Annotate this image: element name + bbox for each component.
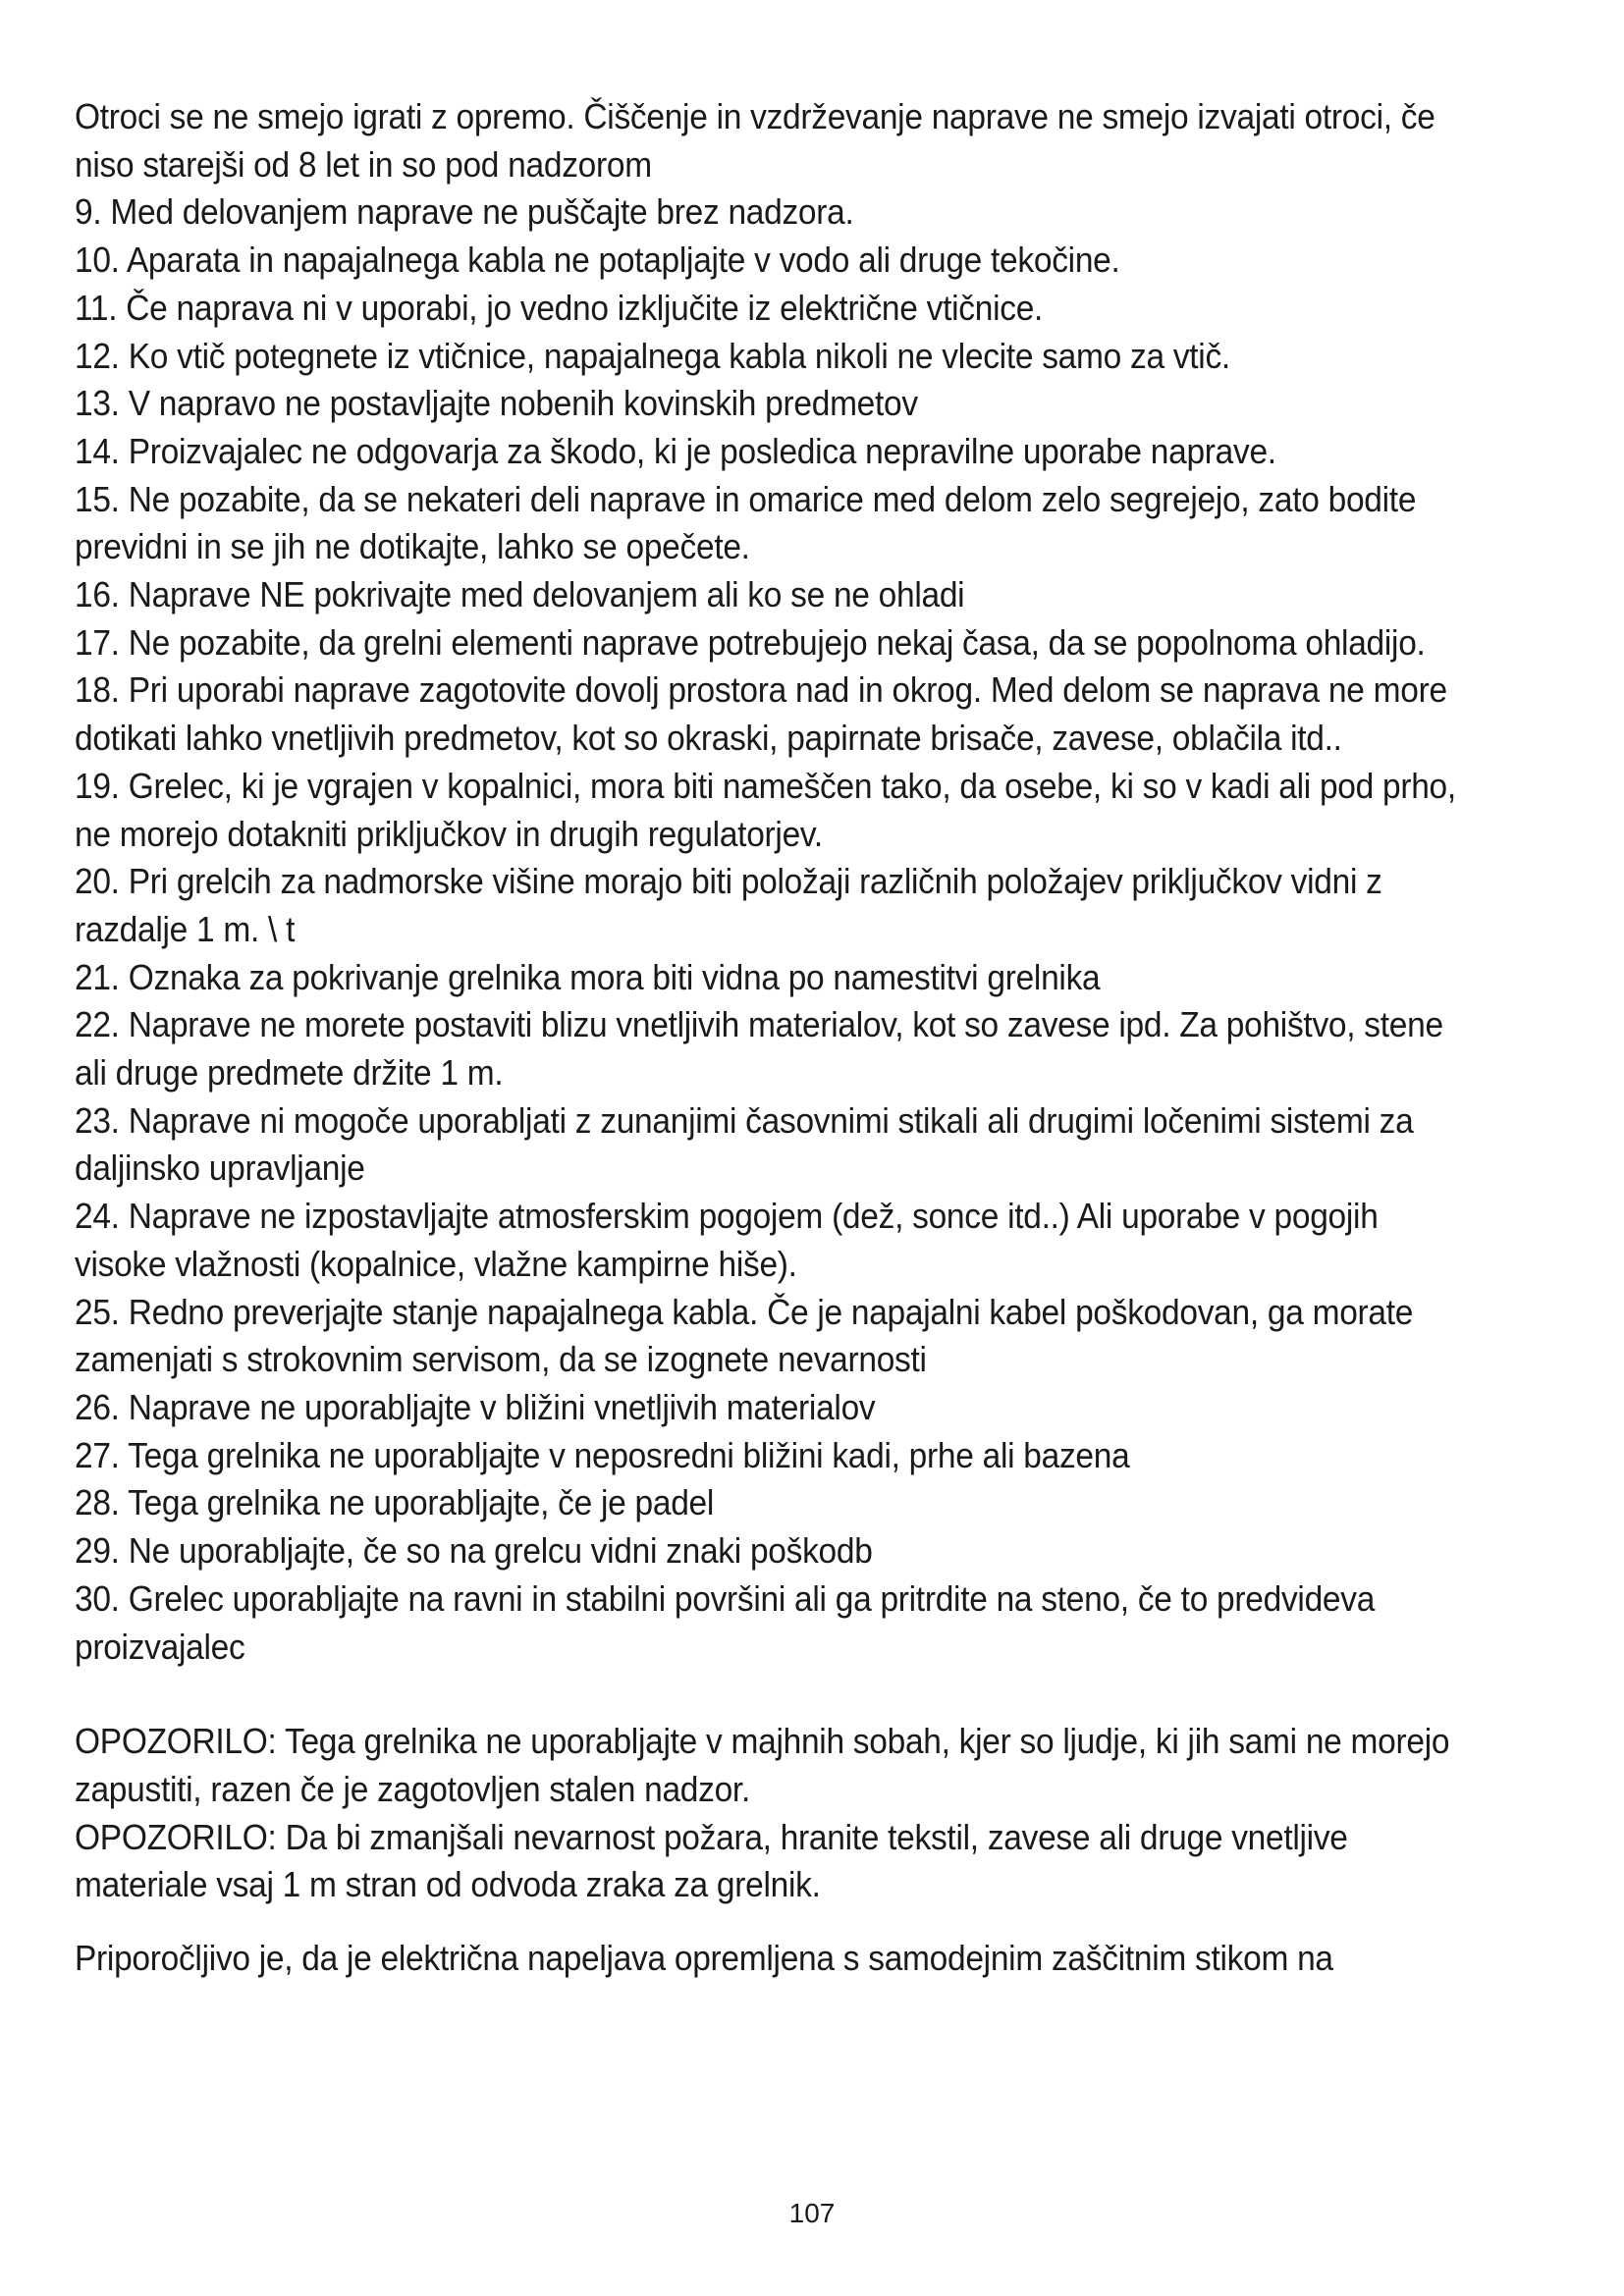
list-item: 29. Ne uporabljajte, če so na grelcu vidni znaki poškodb — [75, 1530, 873, 1572]
list-item: 18. Pri uporabi naprave zagotovite dovolj prostora nad in okrog. Med delom se naprava ne more dotikati lahko vnetljivih predmetov, kot so okraski, papirnate brisače, zavese, oblačila itd.. — [75, 669, 1447, 759]
list-item: 16. Naprave NE pokrivajte med delovanjem ali ko se ne ohladi — [75, 574, 965, 615]
list-item: 22. Naprave ne morete postaviti blizu vnetljivih materialov, kot so zavese ipd. Za pohištvo, stene ali druge predmete držite 1 m. — [75, 1004, 1443, 1094]
page-number: 107 — [788, 2198, 836, 2228]
list-item: 11. Če naprava ni v uporabi, jo vedno izključite iz električne vtičnice. — [75, 287, 1044, 328]
list-item: 25. Redno preverjajte stanje napajalnega kabla. Če je napajalni kabel poškodovan, ga morate zamenjati s strokovnim servisom, da se izognete nevarnosti — [75, 1291, 1414, 1380]
document-body — [75, 93, 1463, 1983]
list-item: 19. Grelec, ki je vgrajen v kopalnici, mora biti nameščen tako, da osebe, ki so v kadi ali pod prho, ne morejo dotakniti priključkov in drugih regulatorjev. — [75, 765, 1456, 854]
list-item: 12. Ko vtič potegnete iz vtičnice, napajalnega kabla nikoli ne vlecite samo za vtič. — [75, 335, 1230, 376]
list-item: 30. Grelec uporabljajte na ravni in stabilni površini ali ga pritrdite na steno, če to predvideva proizvajalec — [75, 1577, 1376, 1667]
list-item: 9. Med delovanjem naprave ne puščajte brez nadzora. — [75, 191, 854, 233]
list-item: 21. Oznaka za pokrivanje grelnika mora biti vidna po namestitvi grelnika — [75, 956, 1101, 997]
recommendation-paragraph: Priporočljivo je, da je električna napeljava opremljena s samodejnim zaščitnim stikom na — [75, 1938, 1333, 1979]
list-item: 20. Pri grelcih za nadmorske višine morajo biti položaji različnih položajev priključkov vidni z razdalje 1 m. \ t — [75, 861, 1382, 949]
list-item: 17. Ne pozabite, da grelni elementi naprave potrebujejo nekaj časa, da se popolnoma ohladijo. — [75, 621, 1426, 663]
intro-paragraph: Otroci se ne smejo igrati z opremo. Čiščenje in vzdrževanje naprave ne smejo izvajati otroci, če niso starejši od 8 let in so pod nadzorom — [75, 96, 1435, 185]
warning-paragraph: OPOZORILO: Tega grelnika ne uporabljajte v majhnih sobah, kjer so ljudje, ki jih sami ne morejo zapustiti, razen če je zagotovljen stalen nadzor. — [75, 1721, 1450, 1809]
list-item: 15. Ne pozabite, da se nekateri deli naprave in omarice med delom zelo segrejejo, zato bodite previdni in se jih ne dotikajte, lahko se opečete. — [75, 478, 1417, 567]
list-item: 23. Naprave ni mogoče uporabljati z zunanjimi časovnimi stikali ali drugimi ločenimi sistemi za daljinsko upravljanje — [75, 1099, 1414, 1189]
warning-paragraph: OPOZORILO: Da bi zmanjšali nevarnost požara, hranite tekstil, zavese ali druge vnetljive materiale vsaj 1 m stran od odvoda zraka za grelnik. — [75, 1816, 1348, 1905]
list-item: 13. V napravo ne postavljajte nobenih kovinskih predmetov — [75, 383, 918, 424]
section-spacer — [75, 1671, 1463, 1718]
list-item: 10. Aparata in napajalnega kabla ne potapljajte v vodo ali druge tekočine. — [75, 240, 1120, 281]
list-item: 27. Tega grelnika ne uporabljajte v neposredni bližini kadi, prhe ali bazena — [75, 1434, 1130, 1475]
list-item: 28. Tega grelnika ne uporabljajte, če je padel — [75, 1482, 715, 1523]
section-spacer — [75, 1909, 1463, 1935]
list-item: 24. Naprave ne izpostavljajte atmosferskim pogojem (dež, sonce itd..) Ali uporabe v pogojih visoke vlažnosti (kopalnice, vlažne kampirne hiše). — [75, 1196, 1379, 1284]
list-item: 14. Proizvajalec ne odgovarja za škodo, ki je posledica nepravilne uporabe naprave. — [75, 430, 1276, 471]
list-item: 26. Naprave ne uporabljajte v bližini vnetljivih materialov — [75, 1386, 876, 1427]
